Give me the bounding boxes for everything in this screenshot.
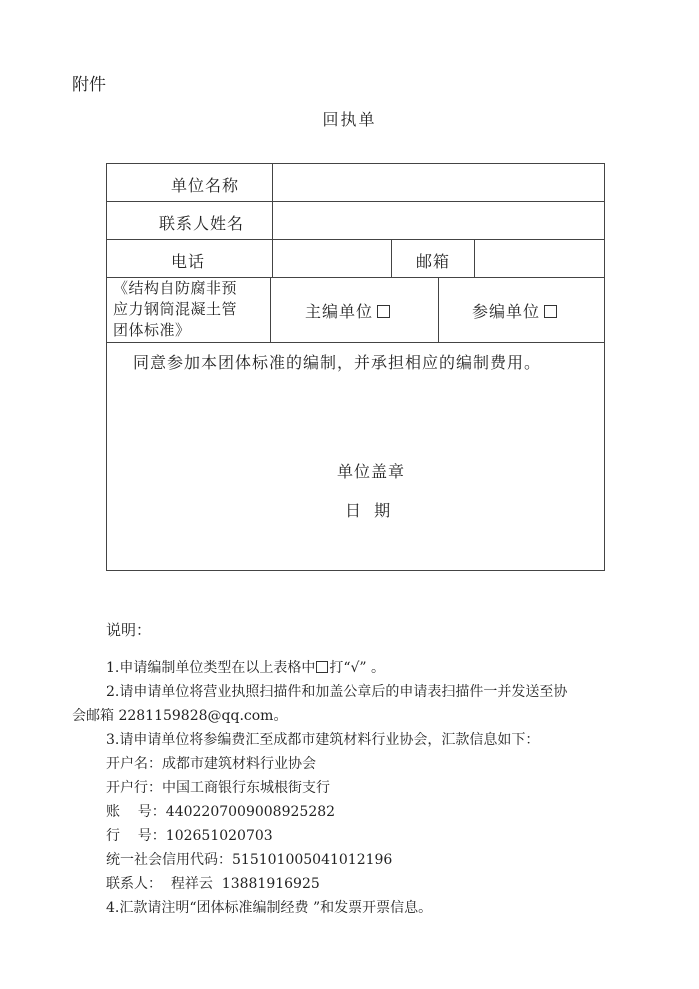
agreement-text: 同意参加本团体标准的编制，并承担相应的编制费用。 bbox=[133, 353, 542, 372]
note-item-2-line-1: 2.请申请单位将营业执照扫描件和加盖公章后的申请表扫描件一并发送至协 bbox=[106, 684, 568, 700]
participant-editor-label: 参编单位 bbox=[472, 302, 541, 321]
column-divider bbox=[474, 239, 475, 277]
standard-title-line: 应力钢筒混凝土管 bbox=[113, 300, 238, 318]
credit-code: 统一社会信用代码：515101005041012196 bbox=[106, 852, 393, 868]
bank-name: 开户行：中国工商银行东城根街支行 bbox=[106, 780, 330, 796]
note-item-3: 3.请申请单位将参编费汇至成都市建筑材料行业协会，汇款信息如下： bbox=[106, 732, 540, 748]
form-title: 回执单 bbox=[322, 110, 377, 129]
note-item-4: 4.汇款请注明“团体标准编制经费 ”和发票开票信息。 bbox=[106, 900, 433, 916]
column-divider bbox=[270, 277, 271, 342]
note-item-1 bbox=[106, 657, 385, 677]
chief-editor-option[interactable] bbox=[305, 299, 390, 322]
contact-name-label: 联系人姓名 bbox=[159, 214, 245, 233]
standard-title bbox=[113, 278, 237, 341]
column-divider bbox=[438, 277, 439, 342]
participant-editor-option[interactable] bbox=[472, 299, 557, 322]
attachment-label: 附件 bbox=[72, 75, 106, 95]
notes-heading: 说明： bbox=[106, 621, 152, 639]
standard-title-line: 《结构自防腐非预 bbox=[113, 279, 238, 297]
row-divider bbox=[107, 201, 604, 202]
chief-editor-checkbox[interactable] bbox=[377, 305, 390, 318]
email-label: 邮箱 bbox=[416, 252, 451, 271]
bank-code: 行 号：102651020703 bbox=[106, 828, 273, 844]
column-divider bbox=[272, 164, 273, 278]
note-item-1-prefix: 1.申请编制单位类型在以上表格中 bbox=[106, 660, 316, 676]
note-item-2-line-2: 会邮箱 2281159828@qq.com。 bbox=[72, 708, 288, 724]
phone-label: 电话 bbox=[171, 252, 206, 271]
account-name: 开户名：成都市建筑材料行业协会 bbox=[106, 756, 316, 772]
account-number: 账 号：4402207009008925282 bbox=[106, 804, 336, 820]
seal-label: 单位盖章 bbox=[337, 462, 406, 481]
unit-name-label: 单位名称 bbox=[171, 176, 240, 195]
chief-editor-label: 主编单位 bbox=[305, 302, 374, 321]
row-divider bbox=[107, 239, 604, 240]
standard-title-line: 团体标准》 bbox=[113, 321, 191, 339]
date-label: 日 期 bbox=[345, 501, 392, 520]
receipt-table bbox=[106, 163, 605, 571]
row-divider bbox=[107, 342, 604, 343]
checkbox-symbol-icon bbox=[316, 661, 328, 673]
contact-person: 联系人： 程祥云 13881916925 bbox=[106, 876, 320, 892]
column-divider bbox=[391, 239, 392, 277]
participant-editor-checkbox[interactable] bbox=[544, 305, 557, 318]
note-item-1-suffix: 打“√” 。 bbox=[329, 660, 386, 676]
